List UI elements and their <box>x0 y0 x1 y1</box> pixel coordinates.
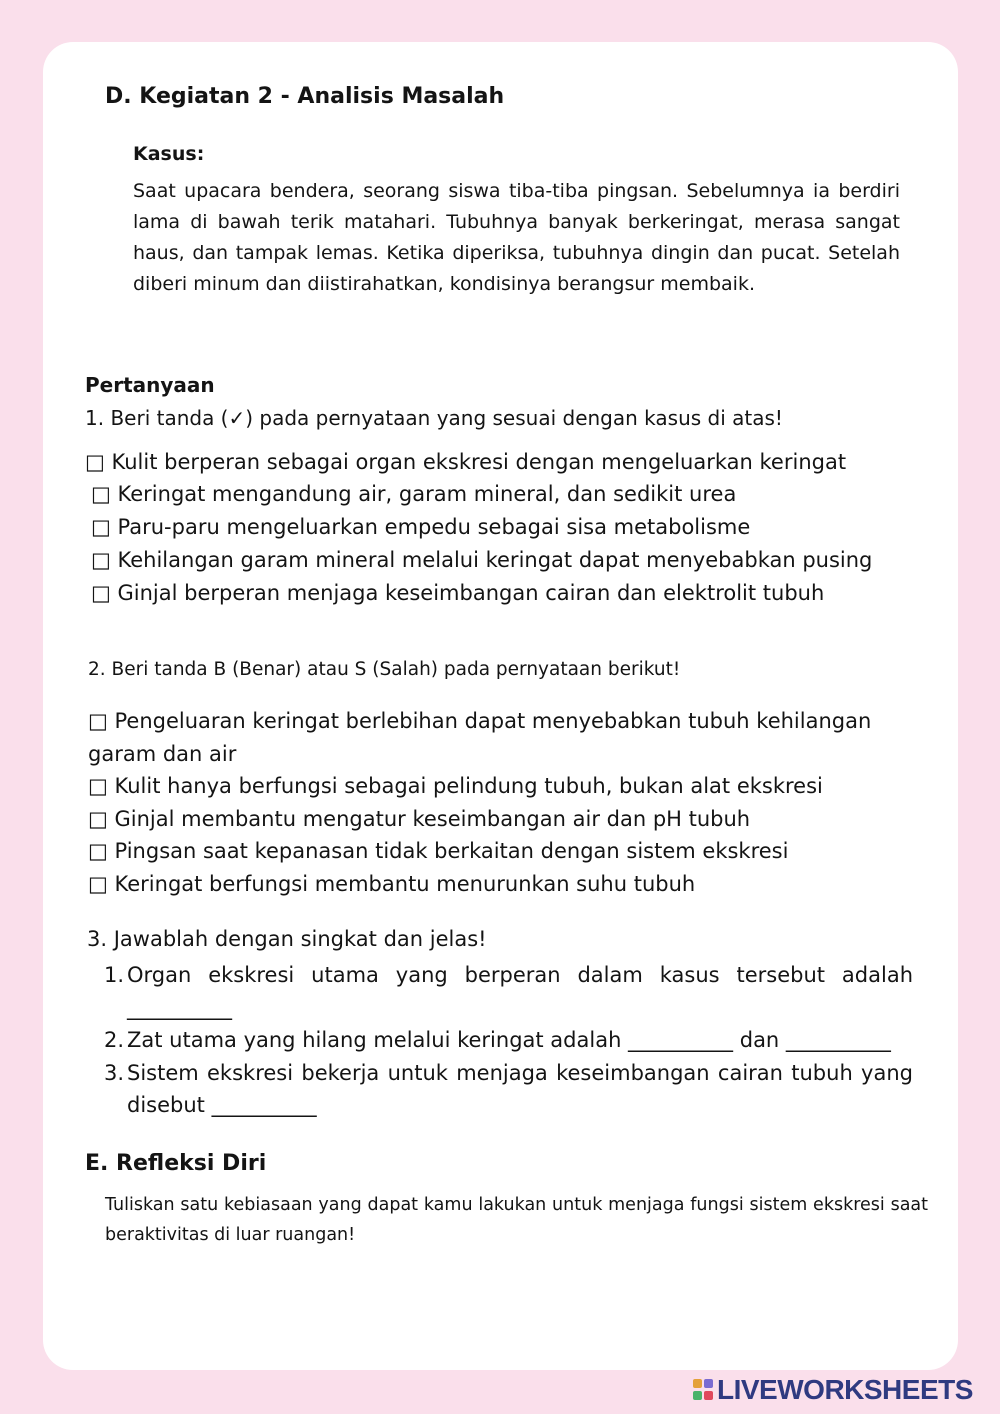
q2-option-1[interactable]: □ Pengeluaran keringat berlebihan dapat menyebabkan tubuh kehilangan garam dan air <box>88 709 872 766</box>
q1-option-3[interactable]: □ Paru-paru mengeluarkan empedu sebagai sisa metabolisme <box>91 515 751 539</box>
q2-option-5[interactable]: □ Keringat berfungsi membantu menurunkan suhu tubuh <box>88 871 696 896</box>
pertanyaan-label: Pertanyaan <box>85 373 215 397</box>
q3-item-text: Sistem ekskresi bekerja untuk menjaga keseimbangan cairan tubuh yang disebut __________ <box>127 1060 913 1117</box>
section-e-title: E. Refleksi Diri <box>85 1151 267 1176</box>
q3-item-3[interactable] <box>104 1057 913 1122</box>
q3-items <box>104 959 913 1122</box>
liveworksheets-brand: LIVEWORKSHEETS <box>717 1374 973 1405</box>
question-3-prompt: 3. Jawablah dengan singkat dan jelas! <box>87 927 487 951</box>
q1-option-1[interactable]: □ Kulit berperan sebagai organ ekskresi dengan mengeluarkan keringat <box>85 450 847 474</box>
liveworksheets-logo-icon <box>693 1376 715 1404</box>
q3-item-text: Zat utama yang hilang melalui keringat adalah __________ dan __________ <box>127 1028 891 1052</box>
q2-option-4[interactable]: □ Pingsan saat kepanasan tidak berkaitan dengan sistem ekskresi <box>88 839 789 863</box>
question-1-prompt: 1. Beri tanda (✓) pada pernyataan yang sesuai dengan kasus di atas! <box>85 406 783 430</box>
q2-option-2[interactable]: □ Kulit hanya berfungsi sebagai pelindung tubuh, bukan alat ekskresi <box>88 774 823 798</box>
q2-options <box>88 705 913 900</box>
q1-option-4[interactable]: □ Kehilangan garam mineral melalui keringat dapat menyebabkan pusing <box>91 548 873 572</box>
q3-item-number: 1. <box>104 963 125 987</box>
q3-item-number: 2. <box>104 1028 125 1052</box>
q3-item-text: Organ ekskresi utama yang berperan dalam kasus tersebut adalah __________ <box>127 963 913 1020</box>
kasus-label: Kasus: <box>133 143 205 165</box>
q2-option-3[interactable]: □ Ginjal membantu mengatur keseimbangan air dan pH tubuh <box>88 806 751 831</box>
kasus-text: Saat upacara bendera, seorang siswa tiba-tiba pingsan. Sebelumnya ia berdiri lama di bawah terik matahari. Tubuhnya banyak berkeringat, merasa sangat haus, dan tampak lemas. Ketika diperiksa, tubuhnya dingin dan pucat. Setelah diberi minum dan diistirahatkan, kondisinya berangsur membaik. <box>133 180 900 295</box>
q3-item-number: 3. <box>104 1060 125 1085</box>
refleksi-text: Tuliskan satu kebiasaan yang dapat kamu lakukan untuk menjaga fungsi sistem ekskresi saat beraktivitas di luar ruangan! <box>105 1195 928 1245</box>
q1-option-2[interactable]: □ Keringat mengandung air, garam mineral, dan sedikit urea <box>91 482 737 506</box>
q1-option-5[interactable]: □ Ginjal berperan menjaga keseimbangan cairan dan elektrolit tubuh <box>91 581 825 605</box>
q3-item-1[interactable] <box>104 959 913 1024</box>
q3-item-2[interactable] <box>104 1024 913 1057</box>
section-d-title: D. Kegiatan 2 - Analisis Masalah <box>105 84 505 109</box>
question-2-prompt: 2. Beri tanda B (Benar) atau S (Salah) pada pernyataan berikut! <box>88 659 681 680</box>
liveworksheets-logo[interactable] <box>693 1372 991 1408</box>
